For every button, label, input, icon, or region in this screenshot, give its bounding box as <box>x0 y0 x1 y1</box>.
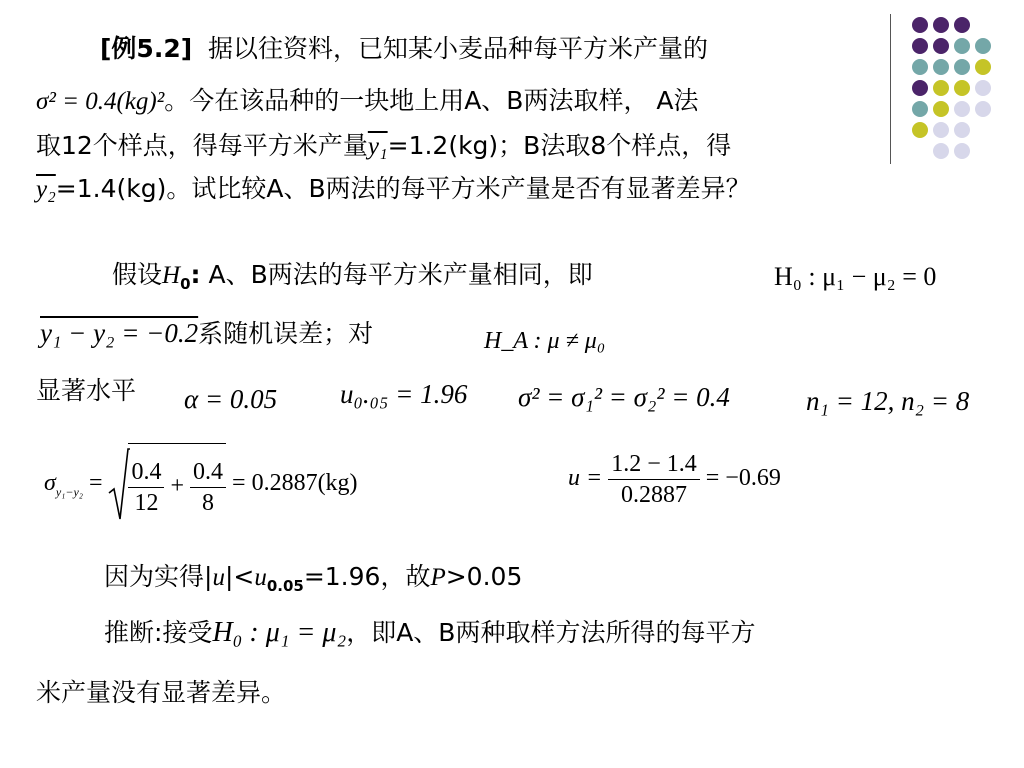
hypothesis-text: A、B两法的每平方米产量相同，即 <box>200 260 593 289</box>
decorative-dot <box>933 38 949 54</box>
example-line-2 <box>36 84 699 119</box>
h0-symbol: H <box>162 262 181 289</box>
example-text-3b: =1.2(kg)；B法取8个样点，得 <box>387 131 732 160</box>
conclusion-line-3: 米产量没有显著差异。 <box>36 678 287 707</box>
u-statistic-formula <box>568 438 781 518</box>
sigma-equality-expression: σ² = σ₁² = σ₂² = 0.4 <box>518 382 730 412</box>
decorative-dot <box>933 17 949 33</box>
hypothesis-label: 假设 <box>112 260 163 289</box>
y1-symbol: y₁ <box>367 133 388 160</box>
u-numerator: 1.2 − 1.4 <box>608 449 700 480</box>
sqrt-expression <box>108 443 226 526</box>
plus-sign: + <box>170 473 185 499</box>
standard-error-formula <box>44 443 358 523</box>
conclusion-text-2b: ，即A、B两种取样方法所得的每平方 <box>346 618 756 647</box>
ha-expression: H_A : μ ≠ μ₀ <box>484 328 606 354</box>
conclusion-text-1d: >0.05 <box>445 562 523 591</box>
alpha-expression: α = 0.05 <box>184 384 278 414</box>
conclusion-text-2a: 推断:接受 <box>104 618 213 647</box>
decorative-dot <box>912 38 928 54</box>
u-result: = −0.69 <box>705 465 781 491</box>
conclusion-line-2 <box>104 616 755 650</box>
example-tag: [例5.2] <box>100 34 193 63</box>
accept-expression: H₀ : μ₁ = μ₂ <box>212 617 347 648</box>
sqrt-sign-icon <box>108 447 130 523</box>
u-critical-symbol: u <box>254 564 267 591</box>
decorative-dot <box>975 101 991 117</box>
decorative-dot <box>954 38 970 54</box>
example-line-4 <box>36 172 751 207</box>
conclusion-line-1 <box>104 560 522 595</box>
decorative-dot <box>933 80 949 96</box>
h0-subscript: 0 <box>180 275 191 293</box>
decorative-dot <box>933 59 949 75</box>
y2-symbol: y₂ <box>36 176 56 203</box>
u-denominator: 0.2887 <box>620 481 687 508</box>
se-subscript: y₁−y₂ <box>55 484 83 499</box>
sigma-expression: σ² = 0.4(kg)² <box>36 88 165 115</box>
decorative-dot-grid <box>905 14 1021 164</box>
u-critical-subscript: 0.05 <box>266 577 304 595</box>
se-equals: = <box>88 470 103 497</box>
fraction-2-numerator: 0.4 <box>190 457 226 488</box>
conclusion-text-1b: |< <box>224 562 255 591</box>
decorative-dot <box>975 38 991 54</box>
significance-label: 显著水平 <box>36 376 137 405</box>
decorative-dot <box>912 80 928 96</box>
u-critical-expression: u₀.₀₅ = 1.96 <box>340 379 468 409</box>
u-symbol: u <box>212 564 225 591</box>
se-sigma: σ <box>44 470 56 497</box>
decorative-dot <box>954 80 970 96</box>
decorative-dot <box>912 59 928 75</box>
decorative-dot <box>912 101 928 117</box>
vertical-rule <box>890 14 891 164</box>
difference-expression: y₁ − y₂ = −0.2 <box>40 318 199 348</box>
fraction-1 <box>128 457 164 518</box>
example-text-3a: 取12个样点，得每平方米产量 <box>36 131 368 160</box>
conclusion-text-1c: =1.96，故 <box>303 562 431 591</box>
conclusion-text-1a: 因为实得| <box>104 562 213 591</box>
decorative-dot <box>975 80 991 96</box>
se-result: = 0.2887(kg) <box>232 470 358 497</box>
decorative-dot <box>954 143 970 159</box>
fraction-2 <box>190 457 226 518</box>
decorative-dot <box>954 101 970 117</box>
fraction-1-denominator: 12 <box>134 489 159 516</box>
h0-expression: H₀ : μ₁ − μ₂ = 0 <box>774 262 937 291</box>
example-text-1: 据以往资料，已知某小麦品种每平方米产量的 <box>208 34 709 63</box>
hypothesis-line <box>112 258 593 293</box>
decorative-dot <box>933 101 949 117</box>
sample-size-expression: n₁ = 12, n₂ = 8 <box>806 386 970 416</box>
decorative-dot <box>954 59 970 75</box>
decorative-dot <box>954 122 970 138</box>
fraction-1-numerator: 0.4 <box>128 457 164 488</box>
example-line-3 <box>36 129 731 164</box>
decorative-dot <box>975 59 991 75</box>
decorative-dot <box>933 143 949 159</box>
u-fraction <box>608 449 700 510</box>
example-text-2: 。今在该品种的一块地上用A、B两法取样， A法 <box>164 86 699 115</box>
u-lhs: u = <box>568 465 603 491</box>
decorative-dot <box>912 17 928 33</box>
decorative-dot <box>954 17 970 33</box>
example-text-4: =1.4(kg)。试比较A、B两法的每平方米产量是否有显著差异？ <box>55 174 751 203</box>
p-symbol: P <box>430 564 446 591</box>
difference-text: 系随机误差；对 <box>198 319 374 348</box>
decorative-dot <box>912 122 928 138</box>
difference-line <box>40 316 373 351</box>
fraction-2-denominator: 8 <box>202 489 215 516</box>
example-line-1 <box>100 32 708 66</box>
hypothesis-colon: : <box>190 260 201 289</box>
decorative-dot <box>933 122 949 138</box>
